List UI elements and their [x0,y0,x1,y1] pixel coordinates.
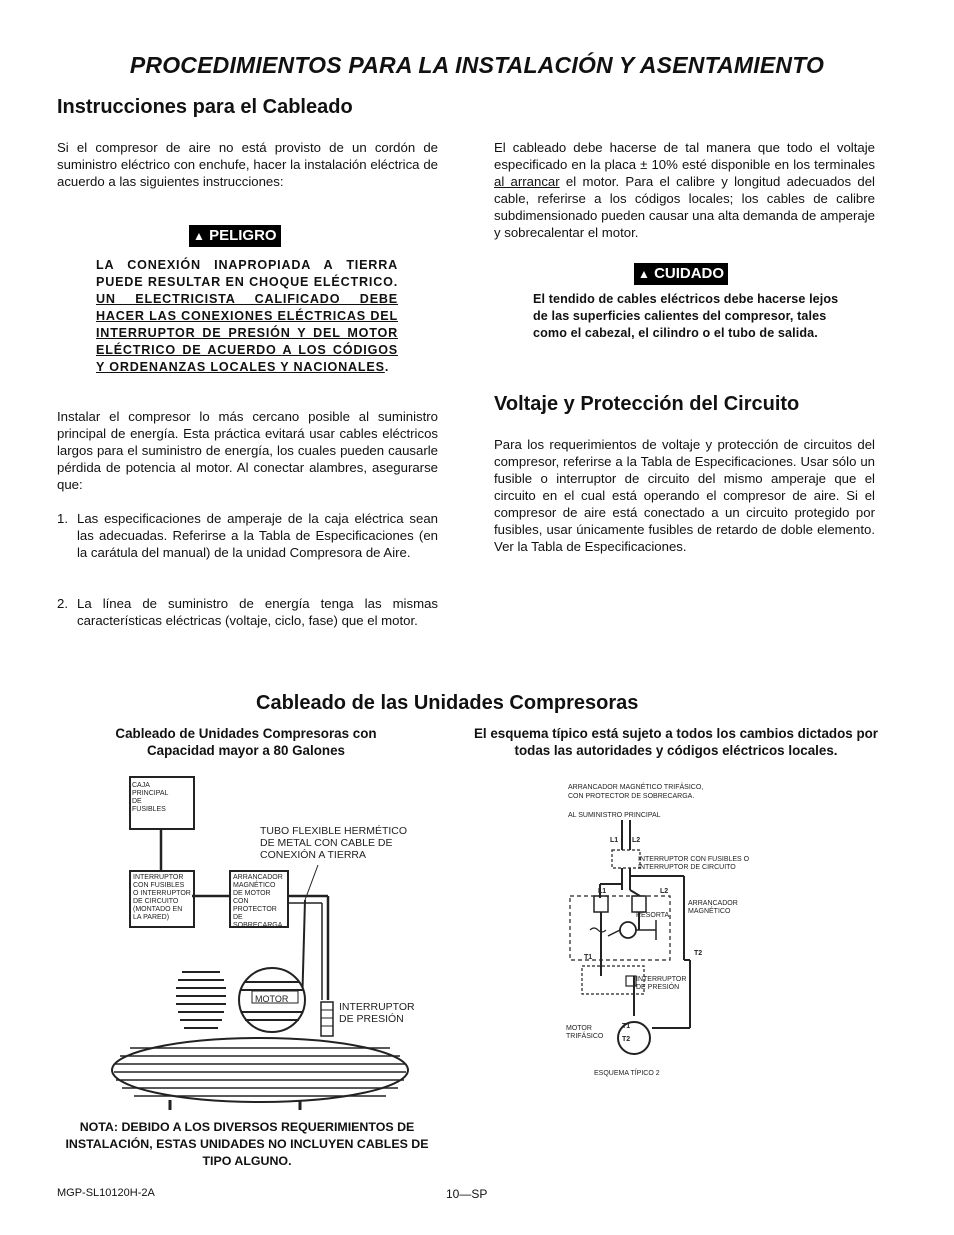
units-right-subtitle: El esquema típico está sujeto a todos los cambios dictados por todas las autoridades y códigos eléctricos locales. [473,726,879,758]
voltage-heading: Voltaje y Protección del Circuito [494,393,800,415]
danger-line1: LA CONEXIÓN INAPROPIADA A TIERRA PUEDE RESULTAR EN CHOQUE ELÉCTRICO. [96,258,398,289]
flex-tube-label: TUBO FLEXIBLE HERMÉTICO DE METAL CON CABLE DE CONEXIÓN A TIERRA [260,825,408,861]
warning-triangle-icon: ▲ [638,267,650,281]
d2-pressure-label: INTERRUPTOR DE PRESIÓN [636,976,687,991]
danger-line2: UN ELECTRICISTA CALIFICADO DEBE HACER LAS CONEXIONES ELÉCTRICAS DEL INTERRUPTOR DE PRESIÓN Y DEL MOTOR ELÉCTRICO DE ACUERDO A LOS CÓDIGOS Y ORDENANZAS LOCALES Y NACIONALES [96,292,398,374]
d2-starter-label: ARRANCADOR MAGNÉTICO [688,900,738,915]
doc-code: MGP-SL10120H-2A [57,1187,155,1199]
d2-l1-mid: L1 [598,888,607,895]
list-num: 1. [57,511,68,526]
fuse-box-label: CAJA PRINCIPAL DE FUSIBLES [132,782,169,813]
starter-box [229,870,289,928]
units-heading: Cableado de las Unidades Compresoras [256,692,639,714]
units-left-subtitle: Cableado de Unidades Compresoras con Capacidad mayor a 80 Galones [115,726,377,758]
warning-triangle-icon: ▲ [193,229,205,243]
voltage-text: Para los requerimientos de voltaje y protección de circuitos del compresor, referirse a la Tabla de Especificaciones. Usar sólo un fusible o interruptor de circuito del mismo amperaje que el circuito en el cual está operando el compresor de aire. Si el compresor de aire está conectado a un circuito protegido por fusibles, usar únicamente fusibles de retardo de doble elemento. Ver la Tabla de Especificaciones. [494,437,875,554]
list-num: 2. [57,596,68,611]
wiring-heading: Instrucciones para el Cableado [57,96,353,118]
pressure-switch-label: INTERRUPTOR DE PRESIÓN [339,1001,415,1025]
starter-label: ARRANCADOR MAGNÉTICO DE MOTOR CON PROTECTOR DE SOBRECARGA [233,874,283,929]
right-text-underline: al arrancar [494,174,560,189]
wiring-right-text [494,139,875,241]
page-number: 10—SP [446,1187,488,1201]
d2-title1: ARRANCADOR MAGNÉTICO TRIFÁSICO, [568,784,704,791]
fuse-box [129,776,195,830]
d2-motor-label: MOTOR TRIFÁSICO [566,1025,604,1040]
d2-t2-motor: T2 [622,1036,631,1043]
d2-title2: CON PROTECTOR DE SOBRECARGA. [568,793,695,800]
caution-badge [634,263,728,285]
caution-label: CUIDADO [654,265,725,282]
breaker-label: INTERRUPTOR CON FUSIBLES O INTERRUPTOR DE CIRCUITO (MONTADO EN LA PARED) [133,874,191,921]
right-text-a: El cableado debe hacerse de tal manera que todo el voltaje especificado en la placa ± 10% esté disponible en los terminales [494,140,875,172]
danger-label: PELIGRO [209,227,277,244]
d2-t2-mid: T2 [694,950,703,957]
d2-spring-label: RESORTA [636,912,670,919]
wiring-intro: Si el compresor de aire no está provisto de un cordón de suministro eléctrico con enchufe, hacer la instalación eléctrica de acuerdo a las siguientes instrucciones: [57,140,438,189]
list-text: Las especificaciones de amperaje de la caja eléctrica sean las adecuadas. Referirse a la Tabla de Especificaciones (en la carátula del manual) de la unidad Compresora de Aire. [77,511,438,560]
d2-l1-top: L1 [610,837,619,844]
diagram-2-lines [560,780,800,1090]
d2-t1-mid: T1 [584,954,593,961]
install-text: Instalar el compresor lo más cercano posible al suministro principal de energía. Esta práctica evitará usar cables eléctricos largos para el suministro de energía, los cuales pueden causarle pérdida de potencia al motor. Al conectar alambres, asegurarse que: [57,409,438,492]
motor-label: MOTOR [255,994,289,1004]
danger-end: . [384,360,390,374]
d2-schema-label: ESQUEMA TÍPICO 2 [594,1070,660,1077]
d2-breaker-label: INTERRUPTOR CON FUSIBLES O INTERRUPTOR DE CIRCUITO [638,856,750,871]
wiring-diagram-1 [100,770,460,1120]
units-note: NOTA: DEBIDO A LOS DIVERSOS REQUERIMIENTOS DE INSTALACIÓN, ESTAS UNIDADES NO INCLUYEN CABLES DE TIPO ALGUNO. [65,1120,429,1168]
d2-supply-label: AL SUMINISTRO PRINCIPAL [568,812,661,819]
breaker-box [129,870,195,928]
right-text-b: el motor. Para el calibre y longitud adecuados del cable, referirse a los códigos locales; los cables de calibre subdimensionado pueden causar una alta demanda de amperaje y sobrecalentar el motor. [494,174,875,240]
d2-l2-mid: L2 [660,888,669,895]
danger-badge [189,225,281,247]
danger-text [96,257,398,376]
d2-l2-top: L2 [632,837,641,844]
d2-t1-motor: T1 [622,1023,631,1030]
wiring-diagram-2 [560,780,800,1090]
page-title: PROCEDIMIENTOS PARA LA INSTALACIÓN Y ASENTAMIENTO [129,52,825,78]
caution-text: El tendido de cables eléctricos debe hacerse lejos de las superficies calientes del compresor, tales como el cabezal, el cilindro o el tubo de salida. [533,292,839,340]
list-text: La línea de suministro de energía tenga las mismas características eléctricas (voltaje, ciclo, fase) que el motor. [77,596,438,628]
